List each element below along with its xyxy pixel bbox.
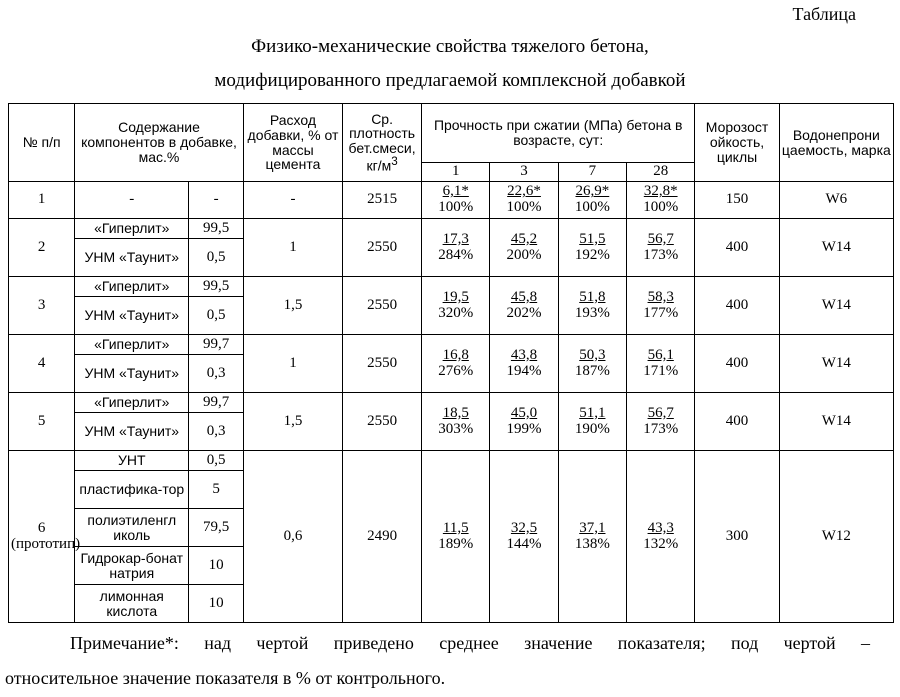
component-value: 10	[189, 547, 243, 585]
component-value: 0,5	[189, 297, 243, 335]
strength-cell	[490, 451, 558, 623]
strength-cell	[422, 277, 490, 335]
dosage: 1	[243, 219, 342, 277]
strength-value: 11,5	[442, 519, 469, 536]
strength-percent: 284%	[438, 246, 474, 263]
strength-percent: 100%	[574, 199, 610, 215]
water-resistance: W14	[779, 393, 893, 451]
table-row	[9, 277, 894, 297]
strength-cell	[558, 219, 626, 277]
header-row	[9, 104, 894, 163]
density: 2490	[343, 451, 422, 623]
strength-percent: 192%	[574, 246, 610, 263]
row-number: 5	[9, 393, 75, 451]
table-row	[9, 335, 894, 355]
strength-cell	[627, 219, 695, 277]
component-name: пластифика-тор	[75, 471, 189, 509]
row-number: 4	[9, 335, 75, 393]
strength-cell	[422, 219, 490, 277]
component-name: УНМ «Таунит»	[75, 297, 189, 335]
strength-percent: 190%	[574, 420, 610, 437]
table-row	[9, 182, 894, 219]
component-value: 10	[189, 585, 243, 623]
strength-percent: 144%	[506, 535, 542, 552]
density: 2550	[343, 219, 422, 277]
strength-value: 37,1	[579, 519, 606, 536]
component-value: 0,5	[189, 239, 243, 277]
component-name: «Гиперлит»	[75, 277, 189, 297]
component-name: «Гиперлит»	[75, 335, 189, 355]
strength-value: 32,8*	[643, 183, 678, 200]
component-name: УНМ «Таунит»	[75, 239, 189, 277]
strength-percent: 173%	[643, 420, 679, 437]
strength-percent: 276%	[438, 362, 474, 379]
component-value: -	[189, 182, 243, 219]
component-value: 99,5	[189, 277, 243, 297]
header-age: 28	[627, 163, 695, 182]
strength-value: 16,8	[442, 346, 469, 363]
strength-cell	[490, 335, 558, 393]
strength-percent: 199%	[506, 420, 542, 437]
strength-value: 58,3	[647, 288, 674, 305]
strength-cell	[422, 182, 490, 219]
strength-value: 17,3	[442, 230, 469, 247]
header-frost: Морозост ойкость, циклы	[695, 104, 779, 182]
density: 2515	[343, 182, 422, 219]
strength-cell	[558, 335, 626, 393]
water-resistance: W14	[779, 277, 893, 335]
strength-value: 56,7	[647, 404, 674, 421]
strength-percent: 100%	[438, 199, 474, 215]
strength-cell	[422, 393, 490, 451]
strength-cell	[490, 393, 558, 451]
strength-value: 56,1	[647, 346, 674, 363]
strength-cell	[558, 393, 626, 451]
water-resistance: W14	[779, 335, 893, 393]
frost-resistance: 400	[695, 277, 779, 335]
strength-cell	[627, 182, 695, 219]
strength-percent: 138%	[574, 535, 610, 552]
strength-value: 18,5	[442, 404, 469, 421]
strength-value: 32,5	[510, 519, 538, 536]
component-name: -	[75, 182, 189, 219]
water-resistance: W14	[779, 219, 893, 277]
header-density: Ср. плотность бет.смеси, $кг/м^3$	[343, 104, 422, 182]
strength-percent: 100%	[506, 199, 542, 215]
table-title-line1: Физико-механические свойства тяжелого бетона,	[251, 36, 649, 57]
frost-resistance: 400	[695, 335, 779, 393]
strength-value: 43,3	[647, 519, 674, 536]
dosage: -	[243, 182, 342, 219]
component-value: 99,7	[189, 335, 243, 355]
strength-value: 50,3	[579, 346, 606, 363]
strength-percent: 187%	[574, 362, 610, 379]
strength-value: 45,0	[510, 404, 538, 421]
component-name: УНМ «Таунит»	[75, 355, 189, 393]
header-age: 7	[558, 163, 626, 182]
properties-table	[8, 103, 894, 623]
component-name: полиэтиленгл иколь	[75, 509, 189, 547]
component-value: 0,3	[189, 413, 243, 451]
strength-percent: 193%	[574, 304, 610, 321]
header-dosage: Расход добавки, % от массы цемента	[243, 104, 342, 182]
dosage: 1,5	[243, 277, 342, 335]
strength-percent: 320%	[438, 304, 474, 321]
component-value: 99,7	[189, 393, 243, 413]
strength-value: 51,1	[579, 404, 606, 421]
strength-value: 43,8	[510, 346, 538, 363]
component-name: УНТ	[75, 451, 189, 471]
component-name: «Гиперлит»	[75, 393, 189, 413]
component-name: лимонная кислота	[75, 585, 189, 623]
strength-cell	[490, 182, 558, 219]
frost-resistance: 400	[695, 219, 779, 277]
strength-value: 22,6*	[507, 183, 541, 200]
component-value: 0,3	[189, 355, 243, 393]
strength-value: 45,8	[510, 288, 538, 305]
strength-percent: 189%	[438, 535, 474, 552]
strength-cell	[422, 335, 490, 393]
dosage: 1,5	[243, 393, 342, 451]
strength-cell	[627, 451, 695, 623]
component-value: 0,5	[189, 451, 243, 471]
strength-value: 51,5	[579, 230, 606, 247]
component-name: Гидрокар-бонат натрия	[75, 547, 189, 585]
header-age: 1	[422, 163, 490, 182]
component-value: 79,5	[189, 509, 243, 547]
strength-cell	[558, 277, 626, 335]
strength-percent: 202%	[506, 304, 542, 321]
density: 2550	[343, 277, 422, 335]
dosage: 0,6	[243, 451, 342, 623]
strength-cell	[422, 451, 490, 623]
row-number: 6 (прототип)	[9, 451, 75, 623]
strength-percent: 100%	[643, 199, 679, 215]
strength-percent: 132%	[643, 535, 679, 552]
strength-percent: 200%	[506, 246, 542, 263]
table-label: Таблица	[792, 4, 856, 24]
component-value: 5	[189, 471, 243, 509]
frost-resistance: 300	[695, 451, 779, 623]
table-title-line2: модифицированного предлагаемой комплексной добавкой	[214, 70, 686, 91]
strength-value: 56,7	[647, 230, 674, 247]
header-content: Содержание компонентов в добавке, мас.%	[75, 104, 244, 182]
strength-value: 19,5	[442, 288, 469, 305]
strength-cell	[558, 182, 626, 219]
strength-cell	[627, 335, 695, 393]
row-number: 1	[9, 182, 75, 219]
water-resistance: W6	[779, 182, 893, 219]
table-row	[9, 393, 894, 413]
strength-percent: 177%	[643, 304, 679, 321]
note-line2: относительное значение показателя в % от контрольного.	[5, 668, 446, 688]
header-water: Водонепрони цаемость, марка	[779, 104, 893, 182]
density: 2550	[343, 393, 422, 451]
strength-value: 6,1*	[442, 183, 469, 200]
table-row	[9, 219, 894, 239]
component-value: 99,5	[189, 219, 243, 239]
strength-value: 51,8	[579, 288, 606, 305]
table-row	[9, 451, 894, 471]
strength-cell	[627, 277, 695, 335]
header-age: 3	[490, 163, 558, 182]
strength-cell	[490, 219, 558, 277]
strength-cell	[490, 277, 558, 335]
strength-cell	[627, 393, 695, 451]
frost-resistance: 150	[695, 182, 779, 219]
strength-percent: 194%	[506, 362, 542, 379]
row-number: 2	[9, 219, 75, 277]
table-body	[9, 182, 894, 623]
component-name: УНМ «Таунит»	[75, 413, 189, 451]
frost-resistance: 400	[695, 393, 779, 451]
strength-value: 26,9*	[575, 183, 610, 200]
strength-percent: 171%	[643, 362, 679, 379]
row-number: 3	[9, 277, 75, 335]
density: 2550	[343, 335, 422, 393]
strength-cell	[558, 451, 626, 623]
header-num: № п/п	[9, 104, 75, 182]
strength-percent: 303%	[438, 420, 474, 437]
water-resistance: W12	[779, 451, 893, 623]
header-strength: Прочность при сжатии (МПа) бетона в возрасте, сут:	[422, 104, 695, 163]
strength-value: 45,2	[510, 230, 538, 247]
note-line1: Примечание*: над чертой приведено среднее значение показателя; под чертой –	[70, 633, 870, 653]
dosage: 1	[243, 335, 342, 393]
component-name: «Гиперлит»	[75, 219, 189, 239]
strength-percent: 173%	[643, 246, 679, 263]
